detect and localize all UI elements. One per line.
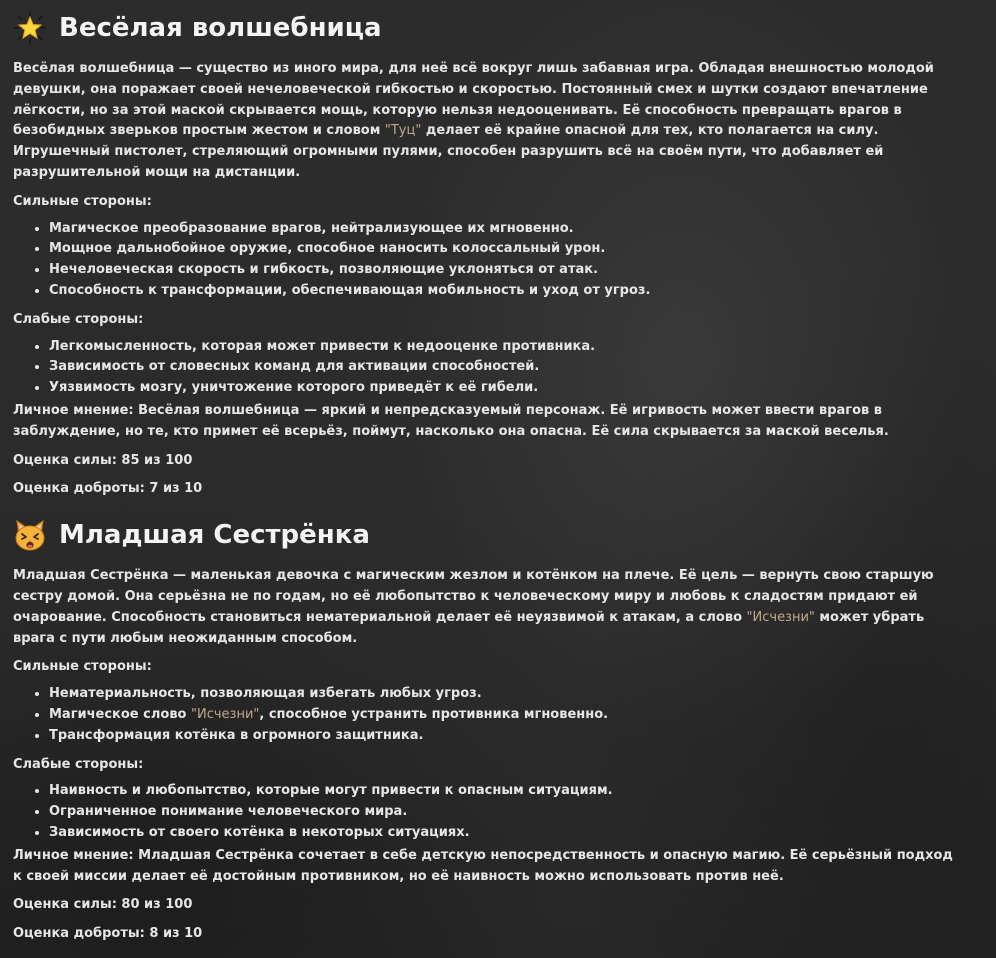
weaknesses-list [13, 781, 958, 843]
list-item: • Нечеловеческая скорость и гибкость, позволяющие уклоняться от атак. [49, 260, 958, 281]
list-item-text: Магическое слово [49, 706, 191, 722]
list-item: • Нематериальность, позволяющая избегать любых угроз. [49, 684, 958, 705]
list-item: • Уязвимость мозгу, уничтожение которого приведёт к её гибели. [49, 378, 958, 399]
weaknesses-label: Слабые стороны: [13, 756, 144, 772]
desc-text: Весёлая волшебница — существо из иного мира, для неё всё вокруг лишь забавная игра. Обладая внешностью молодой девушки, она поражает своей нечеловеческой гибкостью и скоростью. Постоянный смех и шутки создают впечатление лёгкости, но за этой маской скрывается мощь, которую нельзя недооценивать. Её способность превращать врагов в безобидных зверьков простым жестом и словом [13, 61, 934, 139]
list-item: • Способность к трансформации, обеспечивающая мобильность и уход от угроз. [49, 281, 958, 302]
list-item: • Магическое преобразование врагов, нейтрализующее их мгновенно. [49, 219, 958, 240]
strengths-label: Сильные стороны: [13, 659, 152, 675]
list-item-text: , способное устранить противника мгновенно. [259, 706, 609, 722]
card-title [13, 518, 958, 552]
card-description [13, 59, 958, 184]
list-item: • Зависимость от словесных команд для активации способностей. [49, 357, 958, 378]
character-card-little-sister [13, 518, 958, 945]
glowing-star-icon [13, 11, 47, 45]
magic-word-ischezni: "Исчезни" [191, 706, 260, 722]
list-item: • Ограниченное понимание человеческого мира. [49, 802, 958, 823]
list-item: • Зависимость от своего котёнка в некоторых ситуациях. [49, 823, 958, 844]
card-title [13, 11, 958, 45]
strengths-list [13, 219, 958, 302]
desc-text: делает её крайне опасной для тех, кто полагается на силу. Игрушечный пистолет, стреляющий огромными пулями, способен разрушить всё на своём пути, что добавляет ей разрушительной мощи на дистанции. [13, 123, 884, 180]
list-item: • Наивность и любопытство, которые могут привести к опасным ситуациям. [49, 781, 958, 802]
card-description [13, 566, 958, 649]
weaknesses-list [13, 337, 958, 399]
strengths-label: Сильные стороны: [13, 193, 152, 209]
magic-word-ischezni: "Исчезни" [746, 609, 815, 625]
card-title-text: Младшая Сестрёнка [59, 520, 370, 551]
personal-opinion: Личное мнение: Младшая Сестрёнка сочетает в себе детскую непосредственность и опасную магию. Её серьёзный подход к своей миссии делает её достойным противником, но её наивность можно использовать против неё. [13, 847, 953, 884]
list-item: • Трансформация котёнка в огромного защитника. [49, 726, 958, 747]
content [13, 0, 958, 945]
power-rating: Оценка силы: 85 из 100 [13, 452, 193, 468]
kindness-rating: Оценка доброты: 8 из 10 [13, 926, 203, 942]
cat-face-icon [13, 518, 47, 552]
strengths-list [13, 684, 958, 746]
personal-opinion: Личное мнение: Весёлая волшебница — яркий и непредсказуемый персонаж. Её игривость может ввести врагов в заблуждение, но те, кто примет её всерьёз, поймут, насколько она опасна. Её сила скрывается за маской веселья. [13, 402, 889, 439]
character-card-cheerful-sorceress [13, 11, 958, 500]
power-rating: Оценка силы: 80 из 100 [13, 897, 193, 913]
desc-text: Младшая Сестрёнка — маленькая девочка с магическим жезлом и котёнком на плече. Её цель — вернуть свою старшую сестру домой. Она серьёзна не по годам, но её любопытство к человеческому миру и любовь к сладостям придают ей очарование. Способность становиться нематериальной делает её неуязвимой к атакам, а слово [13, 568, 934, 625]
kindness-rating: Оценка доброты: 7 из 10 [13, 481, 203, 497]
list-item: • Легкомысленность, которая может привести к недооценке противника. [49, 337, 958, 358]
desc-text: может убрать врага с пути любым неожиданным способом. [13, 609, 925, 646]
magic-word-tuts: "Туц" [384, 123, 422, 139]
card-title-text: Весёлая волшебница [59, 13, 382, 43]
list-item: • Мощное дальнобойное оружие, способное наносить колоссальный урон. [49, 239, 958, 260]
weaknesses-label: Слабые стороны: [13, 311, 144, 327]
list-item [49, 705, 958, 726]
